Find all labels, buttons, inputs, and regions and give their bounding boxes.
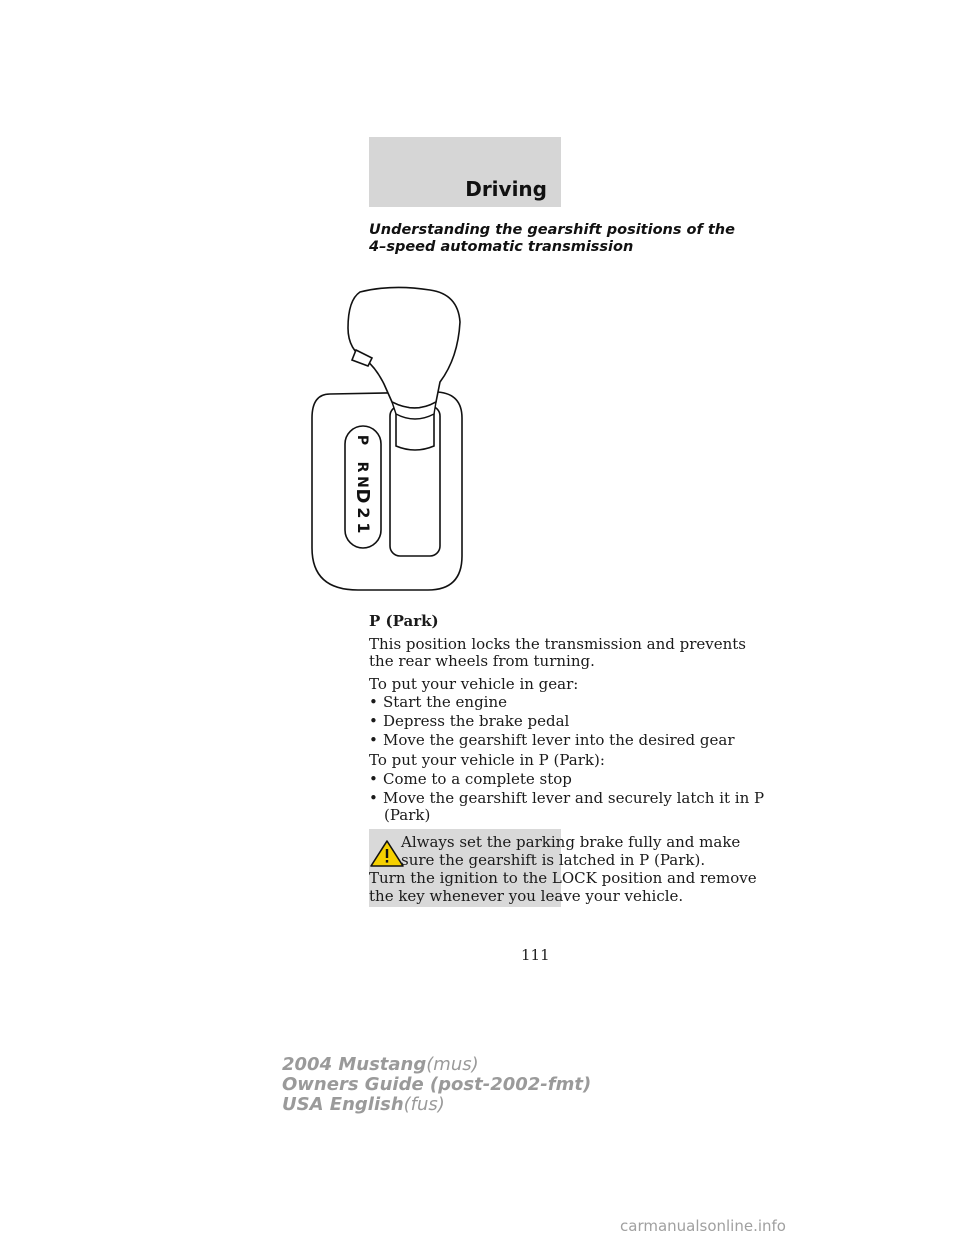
gear-letter-n: N [354,476,370,488]
footer-line-3: USA English(fus) [282,1094,445,1115]
footer-line-1: 2004 Mustang(mus) [282,1054,479,1075]
warning-triangle-icon [369,838,405,868]
list-item-continuation: (Park) [384,806,431,824]
park-heading: P (Park) [369,612,439,630]
section-header [369,137,561,207]
watermark: carmanualsonline.info [620,1217,786,1235]
list-item: • Move the gearshift lever and securely latch it in P [369,789,765,807]
page-number: 111 [521,946,550,964]
put-in-park-intro: To put your vehicle in P (Park): [369,751,605,769]
list-item: • Come to a complete stop [369,770,572,788]
heading-line-2: 4–speed automatic transmission [369,239,634,255]
section-title: Driving [465,177,547,201]
list-item: • Move the gearshift lever into the desired gear [369,731,735,749]
page-heading [369,222,735,256]
park-description-line-1: This position locks the transmission and prevents [369,635,746,653]
gear-letter-p: P [354,434,370,446]
put-in-gear-intro: To put your vehicle in gear: [369,675,579,693]
gear-letter-1: 1 [354,522,373,534]
gear-letter-d: D [352,488,373,504]
warning-line-4: the key whenever you leave your vehicle. [369,887,684,905]
warning-line-2: sure the gearshift is latched in P (Park). [401,851,706,869]
footer-line-2: Owners Guide (post-2002-fmt) [282,1074,592,1095]
list-item: • Start the engine [369,693,508,711]
warning-line-1: Always set the parking brake fully and make [401,833,741,851]
heading-line-1: Understanding the gearshift positions of the [369,222,735,238]
gearshift-illustration [300,278,480,598]
gearshift-knob [348,287,460,408]
park-description-line-2: the rear wheels from turning. [369,652,595,670]
gear-letter-2: 2 [354,507,373,519]
gear-letter-r: R [354,461,370,473]
warning-line-3: Turn the ignition to the LOCK position and remove [369,869,757,887]
list-item: • Depress the brake pedal [369,712,570,730]
